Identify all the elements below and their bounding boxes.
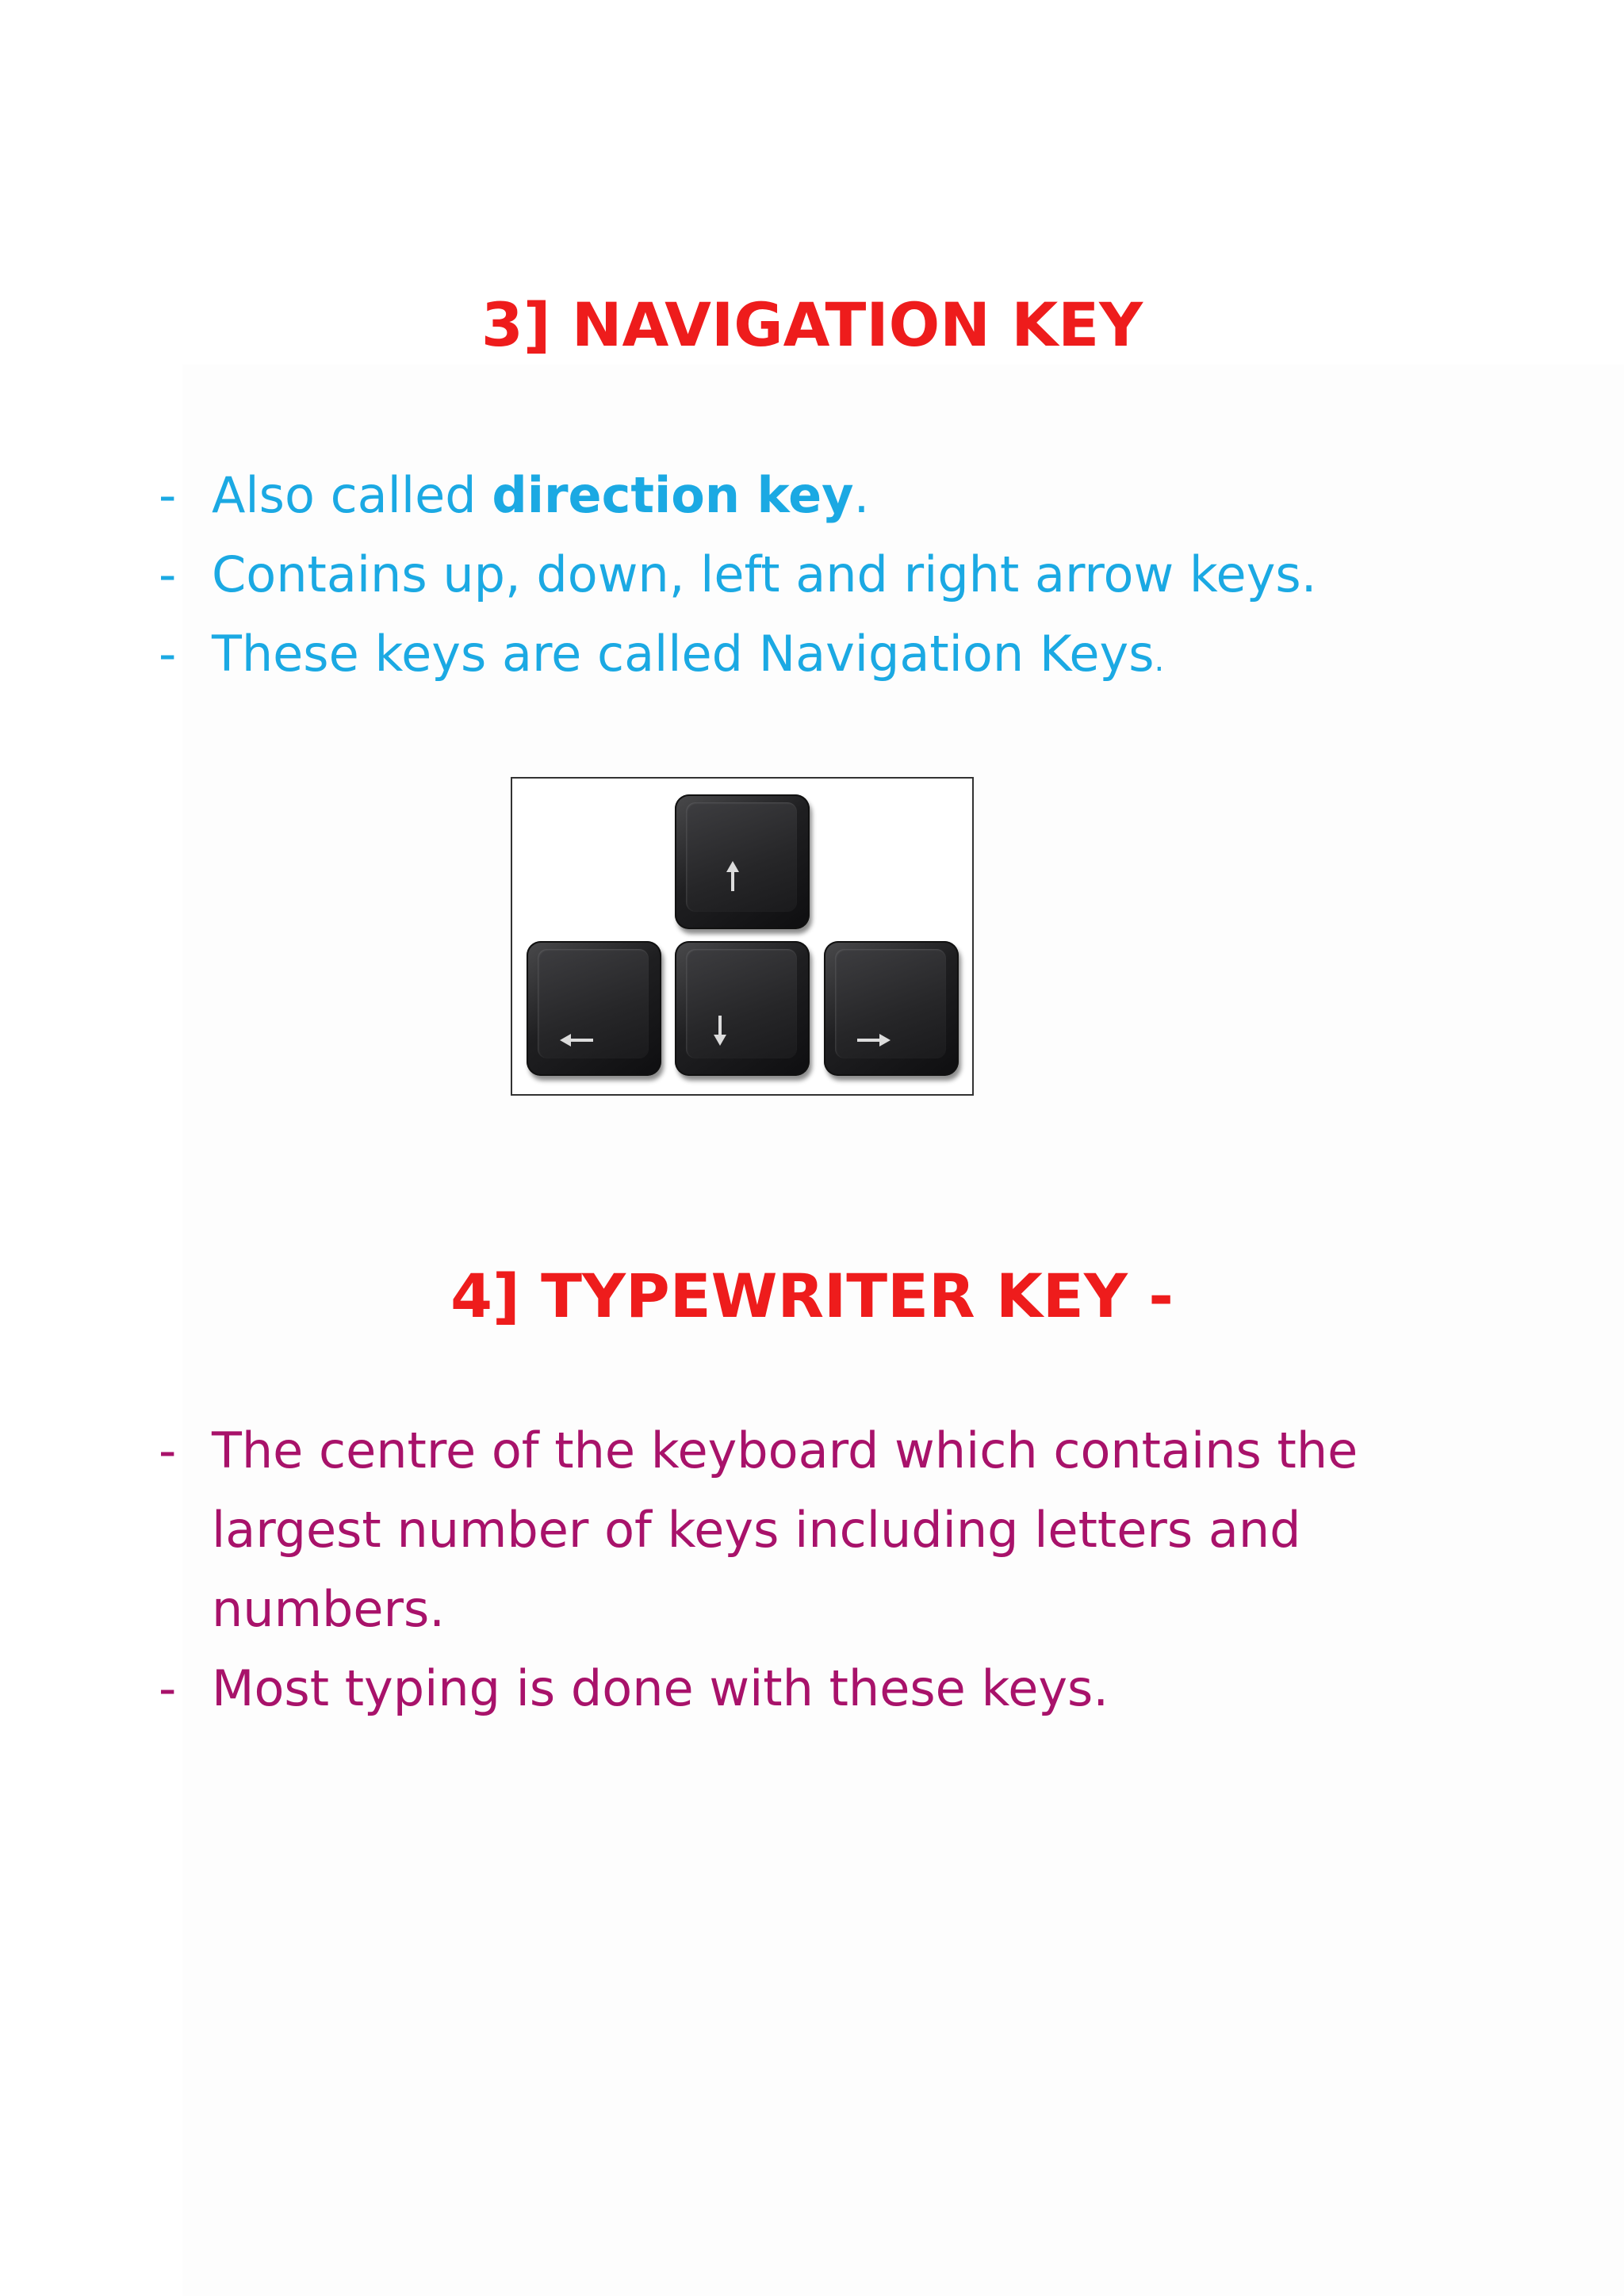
right-arrow-icon xyxy=(854,1028,894,1052)
list-item xyxy=(159,456,1316,535)
bullet-dash: - xyxy=(159,625,177,683)
bullet-text-end: . xyxy=(1154,642,1165,679)
typewriter-key-heading: 4] TYPEWRITER KEY - xyxy=(450,1261,1174,1331)
bullet-dash: - xyxy=(159,545,177,603)
navigation-key-heading: 3] NAVIGATION KEY xyxy=(481,289,1143,360)
right-arrow-key xyxy=(824,941,959,1076)
typewriter-bullet-list xyxy=(159,1411,1427,1728)
arrow-keys-image xyxy=(511,777,974,1096)
bullet-dash: - xyxy=(159,1659,177,1717)
bullet-text: Most typing is done with these keys. xyxy=(212,1659,1109,1717)
bullet-text: These keys are called Navigation Keys xyxy=(212,625,1155,683)
list-item xyxy=(159,535,1316,614)
bullet-text-end: . xyxy=(853,466,870,524)
bullet-dash: - xyxy=(159,466,177,524)
bullet-bold-text: direction key xyxy=(492,466,854,524)
bullet-text: Also called xyxy=(212,466,492,524)
up-arrow-key xyxy=(675,794,810,929)
down-arrow-icon xyxy=(708,1012,732,1049)
list-item xyxy=(159,614,1316,700)
bullet-text: The centre of the keyboard which contains the largest number of keys including letters and numbers. xyxy=(212,1422,1358,1638)
down-arrow-key xyxy=(675,941,810,1076)
up-arrow-icon xyxy=(721,858,745,894)
bullet-text: Contains up, down, left and right arrow keys. xyxy=(212,545,1317,603)
navigation-bullet-list xyxy=(159,456,1316,700)
list-item xyxy=(159,1411,1427,1649)
left-arrow-icon xyxy=(557,1028,596,1052)
list-item xyxy=(159,1649,1427,1728)
left-arrow-key xyxy=(527,941,661,1076)
bullet-dash: - xyxy=(159,1422,177,1479)
